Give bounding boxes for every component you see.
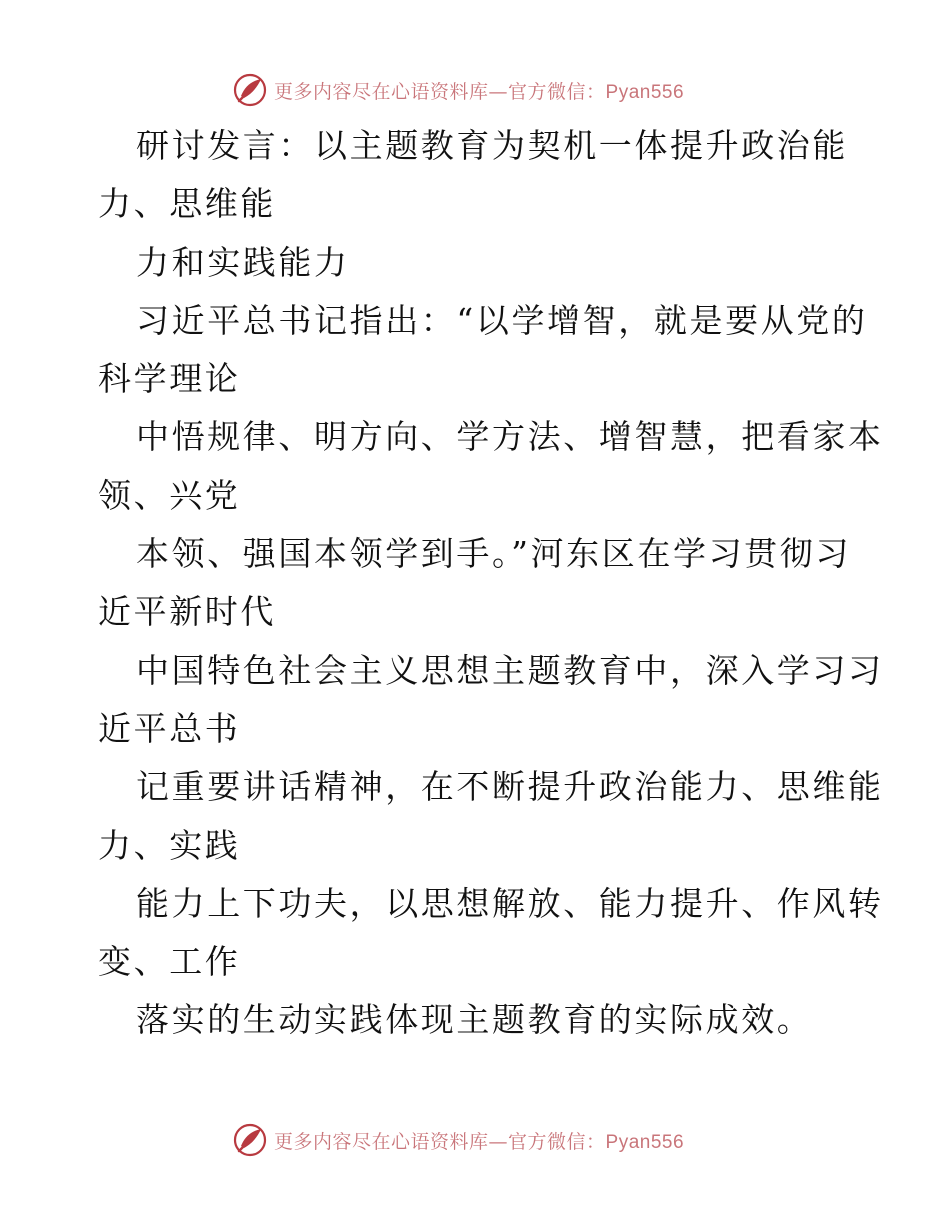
text-line: 中悟规律、明方向、学方法、增智慧，把看家本 (136, 417, 884, 457)
text-line: 力、思维能 (98, 184, 276, 224)
text-line: 近平新时代 (98, 592, 276, 632)
text-line: 习近平总书记指出：“以学增智，就是要从党的 (136, 300, 868, 340)
wechat-id: Pyan556 (605, 1131, 685, 1153)
banner-text: 更多内容尽在心语资料库—官方微信：Pyan556 (274, 80, 685, 103)
text-line: 力和实践能力 (136, 242, 350, 282)
wechat-id: Pyan556 (605, 81, 685, 103)
text-line: 研讨发言：以主题教育为契机一体提升政治能 (136, 126, 848, 165)
text-line: 本领、强国本领学到手。”河东区在学习贯彻习 (136, 534, 851, 574)
quill-pen-logo-icon (232, 1122, 268, 1158)
text-line: 变、工作 (98, 942, 241, 982)
text-line: 记重要讲话精神，在不断提升政治能力、思维能 (136, 767, 884, 807)
header-banner (232, 70, 684, 110)
text-line: 科学理论 (98, 359, 241, 399)
banner-text: 更多内容尽在心语资料库—官方微信：Pyan556 (274, 1130, 685, 1153)
text-line: 能力上下功夫，以思想解放、能力提升、作风转 (136, 883, 884, 923)
text-line: 落实的生动实践体现主题教育的实际成效。 (136, 1000, 813, 1040)
text-line: 领、兴党 (98, 475, 241, 515)
quill-pen-logo-icon (232, 72, 268, 108)
text-line: 中国特色社会主义思想主题教育中，深入学习习 (136, 650, 884, 690)
text-line: 近平总书 (98, 708, 241, 748)
text-line: 力、实践 (98, 825, 241, 865)
footer-banner (232, 1120, 684, 1160)
document-body (98, 117, 884, 1050)
